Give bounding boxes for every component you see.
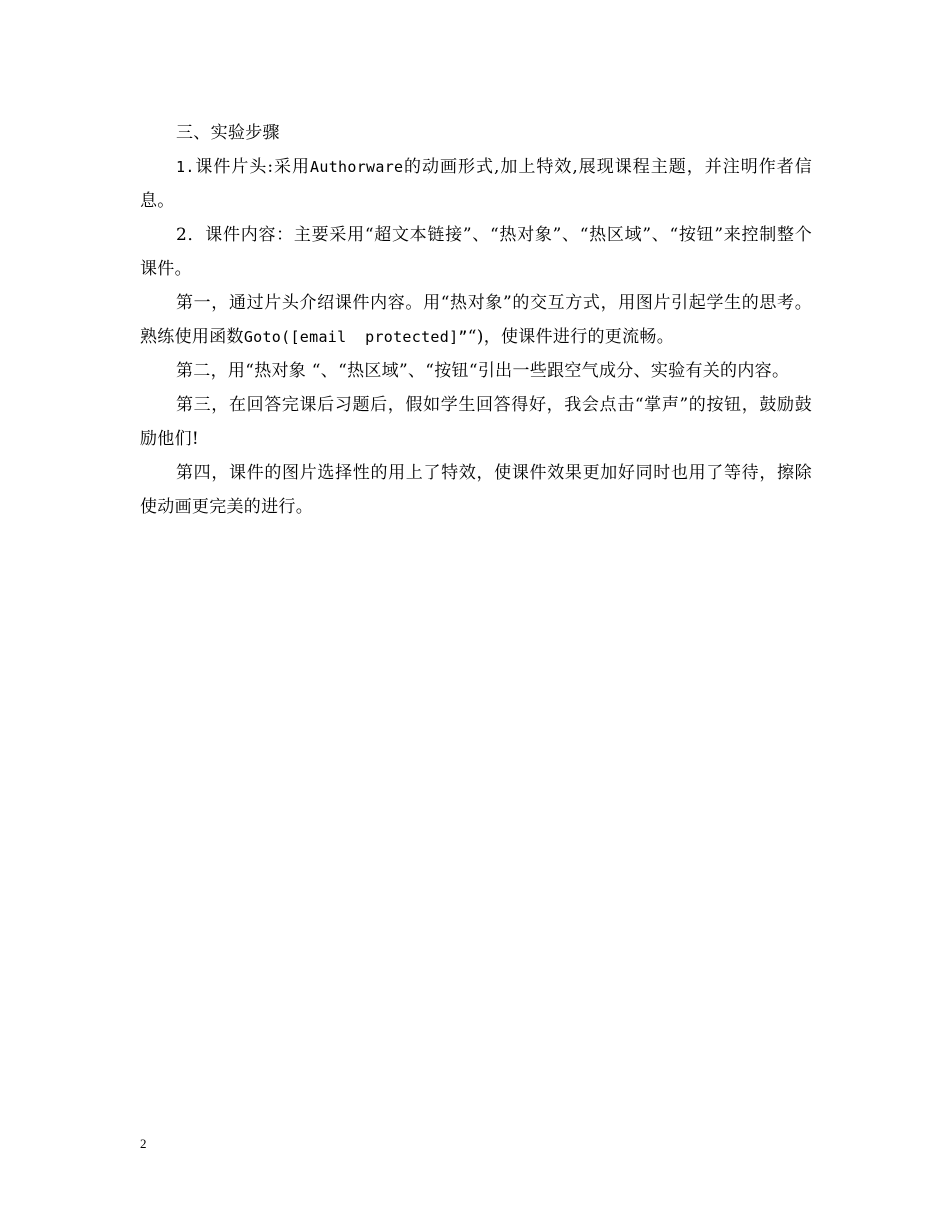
page-body [140, 116, 812, 524]
body-paragraph [140, 354, 812, 388]
paragraph-text-segment: 1. [176, 158, 195, 176]
section-heading: 三、实验步骤 [176, 123, 280, 143]
paragraph-list [140, 150, 812, 524]
paragraph-text-segment: 第一，通过片头介绍课件内容。用“热对象”的交互方式，用图片引起学生的思考。熟练使用函数 [140, 293, 812, 347]
paragraph-text-segment: Goto([email protected]” [243, 328, 468, 346]
paragraph-text-segment: 第四，课件的图片选择性的用上了特效，使课件效果更加好同时也用了等待，擦除使动画更完美的进行。 [140, 463, 812, 517]
body-paragraph [140, 286, 812, 354]
paragraph-text-segment: 课件片头:采用 [194, 157, 311, 177]
body-paragraph [140, 388, 812, 456]
body-paragraph [140, 150, 812, 218]
paragraph-text-segment: 2．课件内容：主要采用“超文本链接”、“热对象”、“热区域”、“按钮”来控制整个课件。 [140, 225, 812, 279]
body-paragraph [140, 456, 812, 524]
paragraph-text-segment: Authorware [310, 158, 404, 176]
page-number: 2 [140, 1136, 147, 1151]
paragraph-text-segment: 的动画形式,加上特效,展现课程主题，并注明作者信息。 [140, 157, 812, 211]
paragraph-text-segment: 第二，用“热对象 “、“热区域”、“按钮“引出一些跟空气成分、实验有关的内容。 [176, 361, 790, 381]
body-paragraph [140, 218, 812, 286]
paragraph-text-segment: 第三，在回答完课后习题后，假如学生回答得好，我会点击“掌声”的按钮，鼓励鼓励他们! [140, 395, 812, 449]
paragraph-text-segment: “)，使课件进行的更流畅。 [467, 327, 674, 347]
